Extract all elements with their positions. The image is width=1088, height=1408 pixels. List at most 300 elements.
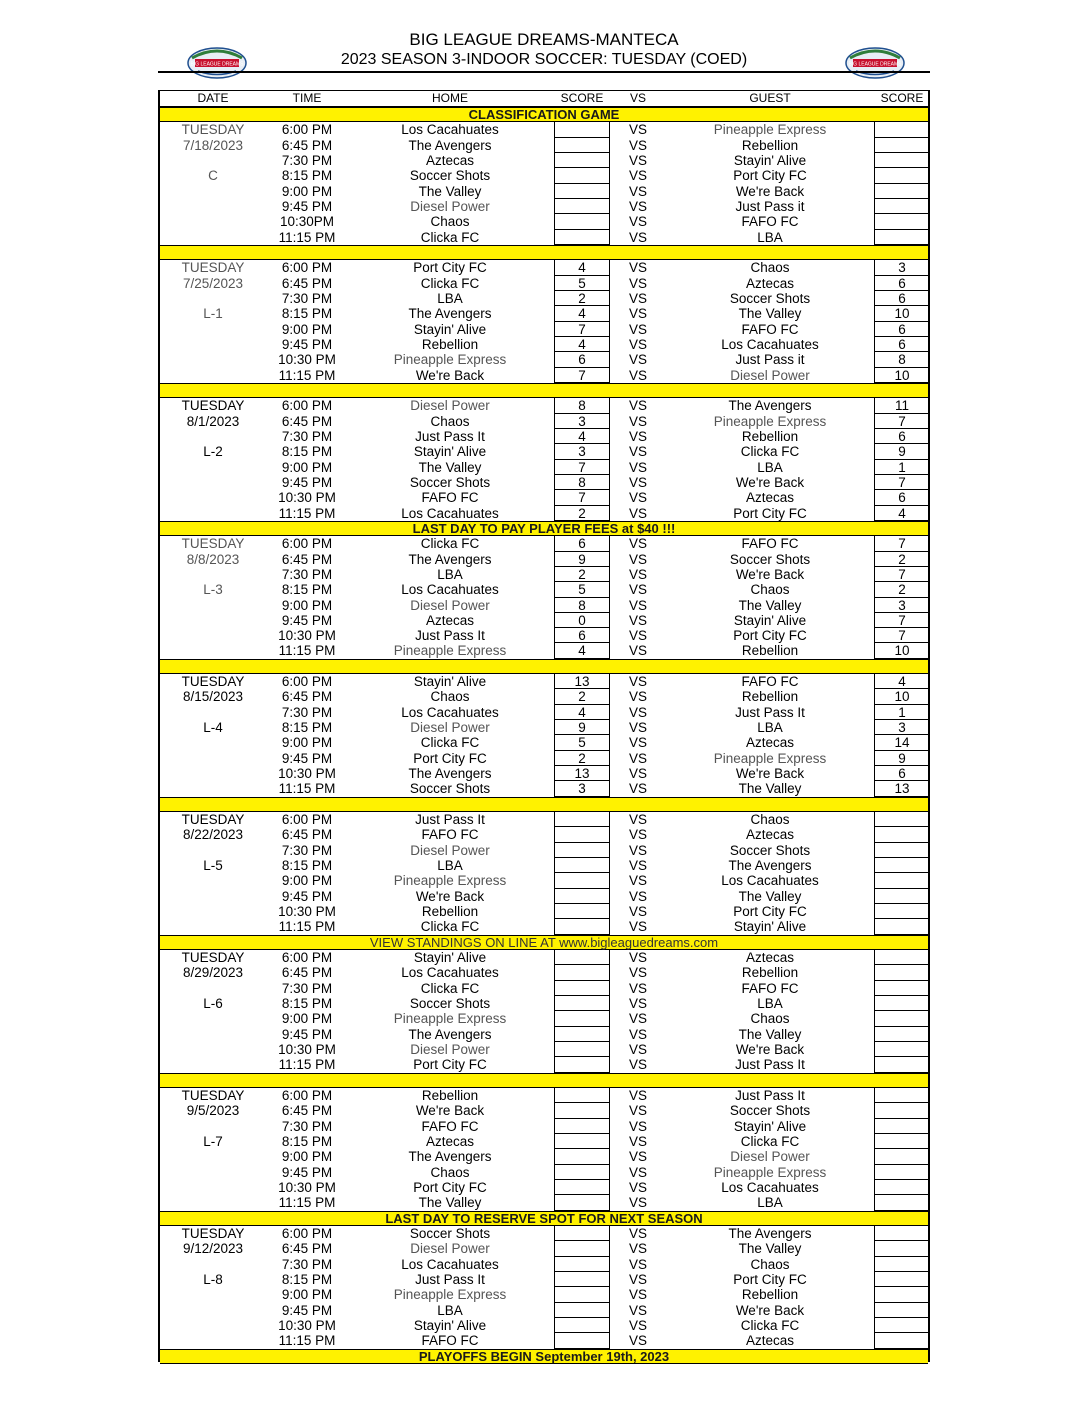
home-score-cell[interactable]: 2	[554, 751, 610, 766]
home-score-cell[interactable]: 3	[554, 414, 610, 429]
home-score-cell[interactable]	[554, 996, 610, 1011]
guest-score-cell[interactable]: 9	[874, 751, 930, 766]
home-score-cell[interactable]	[554, 1134, 610, 1149]
guest-score-cell[interactable]: 8	[874, 352, 930, 367]
guest-score-cell[interactable]	[874, 1272, 930, 1287]
guest-score-cell[interactable]	[874, 1303, 930, 1318]
home-score-cell[interactable]	[554, 138, 610, 153]
table-row	[160, 153, 928, 168]
home-score-cell[interactable]: 2	[554, 291, 610, 306]
home-score-cell[interactable]: 7	[554, 460, 610, 475]
home-score-cell[interactable]	[554, 827, 610, 842]
guest-score-cell[interactable]	[874, 981, 930, 996]
guest-score-cell[interactable]: 9	[874, 444, 930, 459]
time-cell: 9:00 PM	[281, 321, 333, 337]
guest-score-cell[interactable]: 6	[874, 429, 930, 444]
home-team-cell: Port City FC	[413, 260, 487, 276]
guest-team-cell: The Valley	[738, 1241, 802, 1257]
home-score-cell[interactable]: 2	[554, 506, 610, 521]
time-cell: 9:00 PM	[281, 735, 333, 751]
home-score-cell[interactable]: 4	[554, 337, 610, 352]
vs-cell: VS	[628, 260, 647, 276]
home-score-cell[interactable]	[554, 889, 610, 904]
guest-score-cell[interactable]	[874, 1180, 930, 1195]
vs-cell: VS	[628, 1164, 647, 1180]
guest-score-cell[interactable]	[874, 1088, 930, 1103]
vs-cell: VS	[628, 1241, 647, 1257]
guest-score-cell[interactable]: 6	[874, 766, 930, 781]
guest-team-cell: Soccer Shots	[729, 551, 811, 567]
guest-score-cell[interactable]	[874, 889, 930, 904]
guest-team-cell: Just Pass it	[735, 198, 805, 214]
table-row	[160, 368, 928, 383]
home-score-cell[interactable]: 5	[554, 735, 610, 750]
vs-cell: VS	[628, 750, 647, 766]
time-cell: 11:15 PM	[278, 781, 336, 797]
guest-score-cell[interactable]: 3	[874, 720, 930, 735]
date-cell: TUESDAY	[181, 812, 245, 828]
home-score-cell[interactable]: 4	[554, 429, 610, 444]
guest-score-cell[interactable]	[874, 1195, 930, 1210]
guest-score-cell[interactable]	[874, 199, 930, 214]
guest-team-cell: The Avengers	[728, 858, 812, 874]
home-team-cell: Diesel Power	[410, 842, 490, 858]
guest-score-cell[interactable]	[874, 1226, 930, 1241]
guest-score-cell[interactable]	[874, 827, 930, 842]
table-row	[160, 230, 928, 245]
date-cell: 8/15/2023	[182, 689, 244, 705]
home-score-cell[interactable]	[554, 1257, 610, 1272]
home-team-cell: Pineapple Express	[393, 352, 507, 368]
vs-cell: VS	[628, 398, 647, 414]
home-score-cell[interactable]: 6	[554, 628, 610, 643]
table-row	[160, 965, 928, 980]
home-score-cell[interactable]	[554, 230, 610, 245]
vs-cell: VS	[628, 566, 647, 582]
home-team-cell: Just Pass It	[415, 628, 485, 644]
home-team-cell: Clicka FC	[420, 980, 480, 996]
table-row	[160, 536, 928, 551]
guest-team-cell: Port City FC	[733, 505, 807, 521]
guest-score-cell[interactable]: 13	[874, 781, 930, 796]
table-row	[160, 781, 928, 796]
guest-score-cell[interactable]	[874, 1149, 930, 1164]
guest-score-cell[interactable]	[874, 843, 930, 858]
date-cell	[162, 705, 264, 720]
home-team-cell: FAFO FC	[421, 490, 479, 506]
guest-score-cell[interactable]: 1	[874, 460, 930, 475]
home-score-cell[interactable]	[554, 1057, 610, 1072]
guest-score-cell[interactable]: 3	[874, 260, 930, 275]
home-score-cell[interactable]: 7	[554, 322, 610, 337]
table-row	[160, 919, 928, 934]
time-cell: 9:45 PM	[281, 336, 333, 352]
home-score-cell[interactable]	[554, 873, 610, 888]
guest-team-cell: We're Back	[735, 1302, 805, 1318]
table-row	[160, 122, 928, 137]
guest-score-cell[interactable]	[874, 1257, 930, 1272]
guest-score-cell[interactable]: 7	[874, 414, 930, 429]
guest-team-cell: Just Pass It	[735, 1057, 805, 1073]
guest-score-cell[interactable]	[874, 1119, 930, 1134]
header-rule	[158, 71, 930, 73]
table-row	[160, 1272, 928, 1287]
table-row	[160, 873, 928, 888]
home-score-cell[interactable]: 3	[554, 444, 610, 459]
column-header-home: HOME	[432, 91, 468, 105]
time-cell: 6:45 PM	[281, 827, 333, 843]
big-league-dreams-logo	[186, 44, 248, 80]
page-subtitle: 2023 SEASON 3-INDOOR SOCCER: TUESDAY (COED)	[340, 51, 748, 68]
vs-cell: VS	[628, 183, 647, 199]
guest-score-cell[interactable]	[874, 996, 930, 1011]
date-cell: L-2	[203, 444, 223, 460]
guest-score-cell[interactable]	[874, 812, 930, 827]
guest-score-cell[interactable]: 7	[874, 628, 930, 643]
home-team-cell: Aztecas	[425, 152, 475, 168]
guest-score-cell[interactable]	[874, 1027, 930, 1042]
table-row	[160, 1149, 928, 1164]
home-score-cell[interactable]: 13	[554, 674, 610, 689]
vs-cell: VS	[628, 643, 647, 659]
section-banner: VIEW STANDINGS ON LINE AT www.bigleaguedreams.com	[160, 935, 928, 950]
home-score-cell[interactable]	[554, 1303, 610, 1318]
home-score-cell[interactable]: 13	[554, 766, 610, 781]
guest-score-cell[interactable]	[874, 138, 930, 153]
guest-score-cell[interactable]	[874, 122, 930, 137]
guest-team-cell: Clicka FC	[740, 1317, 800, 1333]
home-team-cell: Port City FC	[413, 1057, 487, 1073]
guest-team-cell: FAFO FC	[741, 536, 799, 552]
table-row	[160, 1195, 928, 1210]
date-cell: 7/18/2023	[182, 137, 244, 153]
home-score-cell[interactable]	[554, 153, 610, 168]
guest-score-cell[interactable]	[874, 1103, 930, 1118]
guest-score-cell[interactable]	[874, 230, 930, 245]
vs-cell: VS	[628, 950, 647, 966]
table-row	[160, 1303, 928, 1318]
home-score-cell[interactable]: 7	[554, 490, 610, 505]
guest-score-cell[interactable]	[874, 950, 930, 965]
home-score-cell[interactable]	[554, 919, 610, 934]
table-row	[160, 1257, 928, 1272]
home-score-cell[interactable]	[554, 950, 610, 965]
home-score-cell[interactable]	[554, 965, 610, 980]
table-row	[160, 1287, 928, 1302]
home-team-cell: The Avengers	[408, 551, 492, 567]
vs-cell: VS	[628, 1256, 647, 1272]
home-score-cell[interactable]: 6	[554, 536, 610, 551]
table-row	[160, 138, 928, 153]
home-score-cell[interactable]	[554, 981, 610, 996]
home-score-cell[interactable]: 0	[554, 613, 610, 628]
time-cell: 10:30 PM	[278, 904, 336, 920]
vs-cell: VS	[628, 1103, 647, 1119]
table-row	[160, 168, 928, 183]
date-cell: L-1	[203, 306, 223, 322]
time-cell: 10:30 PM	[278, 766, 336, 782]
vs-cell: VS	[628, 413, 647, 429]
guest-team-cell: Aztecas	[745, 275, 795, 291]
date-cell: TUESDAY	[181, 122, 245, 138]
guest-team-cell: Stayin' Alive	[733, 919, 807, 935]
table-header	[160, 91, 928, 107]
home-score-cell[interactable]: 3	[554, 781, 610, 796]
vs-cell: VS	[628, 612, 647, 628]
vs-cell: VS	[628, 137, 647, 153]
table-row	[160, 1333, 928, 1348]
table-row	[160, 337, 928, 352]
home-score-cell[interactable]	[554, 1165, 610, 1180]
guest-score-cell[interactable]: 2	[874, 552, 930, 567]
guest-score-cell[interactable]	[874, 965, 930, 980]
home-score-cell[interactable]: 6	[554, 352, 610, 367]
guest-score-cell[interactable]: 6	[874, 291, 930, 306]
home-score-cell[interactable]	[554, 1042, 610, 1057]
guest-score-cell[interactable]	[874, 1011, 930, 1026]
guest-score-cell[interactable]: 14	[874, 735, 930, 750]
guest-score-cell[interactable]	[874, 1165, 930, 1180]
time-cell: 6:00 PM	[281, 536, 333, 552]
guest-team-cell: Aztecas	[745, 490, 795, 506]
guest-team-cell: Soccer Shots	[729, 842, 811, 858]
home-score-cell[interactable]	[554, 168, 610, 183]
home-team-cell: Pineapple Express	[393, 643, 507, 659]
home-score-cell[interactable]	[554, 1226, 610, 1241]
guest-score-cell[interactable]	[874, 873, 930, 888]
home-team-cell: Clicka FC	[420, 919, 480, 935]
home-score-cell[interactable]	[554, 812, 610, 827]
home-score-cell[interactable]	[554, 1149, 610, 1164]
home-score-cell[interactable]: 7	[554, 368, 610, 383]
guest-score-cell[interactable]: 6	[874, 276, 930, 291]
home-team-cell: The Avengers	[408, 766, 492, 782]
vs-cell: VS	[628, 1118, 647, 1134]
home-score-cell[interactable]	[554, 1088, 610, 1103]
home-score-cell[interactable]	[554, 1180, 610, 1195]
home-score-cell[interactable]: 4	[554, 705, 610, 720]
guest-score-cell[interactable]	[874, 1241, 930, 1256]
table-row	[160, 322, 928, 337]
vs-cell: VS	[628, 597, 647, 613]
time-cell: 10:30 PM	[278, 1179, 336, 1195]
home-score-cell[interactable]: 5	[554, 582, 610, 597]
table-row	[160, 1103, 928, 1118]
column-header-guest-score: SCORE	[880, 91, 924, 105]
home-team-cell: Chaos	[430, 689, 470, 705]
guest-score-cell[interactable]	[874, 168, 930, 183]
guest-score-cell[interactable]	[874, 919, 930, 934]
guest-score-cell[interactable]	[874, 184, 930, 199]
guest-team-cell: Just Pass It	[735, 704, 805, 720]
guest-score-cell[interactable]: 10	[874, 689, 930, 704]
home-team-cell: Los Cacahuates	[401, 704, 499, 720]
home-score-cell[interactable]	[554, 904, 610, 919]
home-score-cell[interactable]: 8	[554, 475, 610, 490]
guest-team-cell: Clicka FC	[740, 1133, 800, 1149]
home-score-cell[interactable]: 2	[554, 689, 610, 704]
guest-team-cell: LBA	[757, 996, 783, 1012]
vs-cell: VS	[628, 689, 647, 705]
home-score-cell[interactable]: 8	[554, 398, 610, 413]
guest-score-cell[interactable]: 6	[874, 337, 930, 352]
table-row	[160, 1180, 928, 1195]
vs-cell: VS	[628, 1133, 647, 1149]
guest-score-cell[interactable]	[874, 153, 930, 168]
home-score-cell[interactable]	[554, 1287, 610, 1302]
guest-team-cell: Chaos	[750, 260, 790, 276]
home-score-cell[interactable]: 2	[554, 567, 610, 582]
vs-cell: VS	[628, 1195, 647, 1211]
guest-score-cell[interactable]: 10	[874, 368, 930, 383]
date-cell: C	[208, 168, 218, 184]
home-score-cell[interactable]: 4	[554, 260, 610, 275]
home-score-cell[interactable]	[554, 214, 610, 229]
table-row	[160, 996, 928, 1011]
home-score-cell[interactable]	[554, 122, 610, 137]
home-team-cell: Diesel Power	[410, 1042, 490, 1058]
home-score-cell[interactable]	[554, 1119, 610, 1134]
table-row	[160, 1119, 928, 1134]
time-cell: 6:45 PM	[281, 1241, 333, 1257]
guest-score-cell[interactable]: 2	[874, 582, 930, 597]
vs-cell: VS	[628, 1011, 647, 1027]
guest-team-cell: The Valley	[738, 597, 802, 613]
home-team-cell: Diesel Power	[410, 720, 490, 736]
guest-score-cell[interactable]	[874, 214, 930, 229]
vs-cell: VS	[628, 888, 647, 904]
home-team-cell: The Valley	[418, 459, 482, 475]
guest-score-cell[interactable]	[874, 1057, 930, 1072]
date-cell	[162, 843, 264, 858]
home-team-cell: FAFO FC	[421, 827, 479, 843]
home-score-cell[interactable]	[554, 1272, 610, 1287]
home-team-cell: We're Back	[415, 367, 485, 383]
guest-score-cell[interactable]: 1	[874, 705, 930, 720]
home-score-cell[interactable]: 4	[554, 643, 610, 658]
section-banner	[160, 659, 928, 674]
column-header-time: TIME	[292, 91, 322, 105]
home-team-cell: LBA	[437, 290, 463, 306]
guest-score-cell[interactable]: 7	[874, 613, 930, 628]
home-score-cell[interactable]	[554, 843, 610, 858]
home-team-cell: Just Pass It	[415, 428, 485, 444]
time-cell: 8:15 PM	[281, 582, 333, 598]
section-banner	[160, 383, 928, 398]
table-row	[160, 582, 928, 597]
home-team-cell: Diesel Power	[410, 198, 490, 214]
vs-cell: VS	[628, 873, 647, 889]
guest-score-cell[interactable]: 3	[874, 598, 930, 613]
guest-team-cell: Aztecas	[745, 735, 795, 751]
guest-score-cell[interactable]: 6	[874, 322, 930, 337]
home-team-cell: Pineapple Express	[393, 1011, 507, 1027]
vs-cell: VS	[628, 1287, 647, 1303]
guest-team-cell: LBA	[757, 1195, 783, 1211]
home-team-cell: Diesel Power	[410, 1241, 490, 1257]
time-cell: 8:15 PM	[281, 858, 333, 874]
home-score-cell[interactable]	[554, 1318, 610, 1333]
guest-score-cell[interactable]: 7	[874, 567, 930, 582]
home-score-cell[interactable]: 8	[554, 598, 610, 613]
guest-score-cell[interactable]	[874, 1333, 930, 1348]
table-row	[160, 843, 928, 858]
guest-team-cell: Stayin' Alive	[733, 1118, 807, 1134]
vs-cell: VS	[628, 919, 647, 935]
guest-score-cell[interactable]: 6	[874, 490, 930, 505]
home-team-cell: FAFO FC	[421, 1333, 479, 1349]
home-score-cell[interactable]	[554, 1027, 610, 1042]
guest-score-cell[interactable]	[874, 1042, 930, 1057]
time-cell: 11:15 PM	[278, 367, 336, 383]
home-score-cell[interactable]	[554, 1241, 610, 1256]
vs-cell: VS	[628, 336, 647, 352]
guest-score-cell[interactable]: 7	[874, 536, 930, 551]
guest-team-cell: LBA	[757, 459, 783, 475]
home-score-cell[interactable]: 9	[554, 552, 610, 567]
time-cell: 6:00 PM	[281, 1088, 333, 1103]
home-team-cell: Stayin' Alive	[413, 321, 487, 337]
home-team-cell: The Avengers	[408, 1149, 492, 1165]
date-cell: 8/1/2023	[186, 413, 240, 429]
home-score-cell[interactable]: 5	[554, 276, 610, 291]
home-score-cell[interactable]	[554, 199, 610, 214]
home-score-cell[interactable]	[554, 858, 610, 873]
home-score-cell[interactable]	[554, 1195, 610, 1210]
vs-cell: VS	[628, 842, 647, 858]
table-row	[160, 674, 928, 689]
time-cell: 11:15 PM	[278, 1333, 336, 1349]
guest-score-cell[interactable]: 7	[874, 475, 930, 490]
guest-score-cell[interactable]	[874, 904, 930, 919]
vs-cell: VS	[628, 198, 647, 214]
home-score-cell[interactable]	[554, 1011, 610, 1026]
home-score-cell[interactable]: 4	[554, 306, 610, 321]
time-cell: 6:00 PM	[281, 398, 333, 414]
guest-score-cell[interactable]: 4	[874, 674, 930, 689]
guest-score-cell[interactable]: 4	[874, 506, 930, 521]
date-cell	[162, 1257, 264, 1272]
guest-score-cell[interactable]	[874, 1134, 930, 1149]
guest-score-cell[interactable]: 10	[874, 643, 930, 658]
guest-score-cell[interactable]: 10	[874, 306, 930, 321]
guest-team-cell: FAFO FC	[741, 674, 799, 690]
table-row	[160, 475, 928, 490]
home-score-cell[interactable]	[554, 1333, 610, 1348]
guest-score-cell[interactable]	[874, 1287, 930, 1302]
guest-score-cell[interactable]	[874, 1318, 930, 1333]
big-league-dreams-logo	[844, 44, 906, 80]
home-score-cell[interactable]	[554, 184, 610, 199]
home-team-cell: Clicka FC	[420, 536, 480, 552]
home-score-cell[interactable]	[554, 1103, 610, 1118]
guest-score-cell[interactable]: 11	[874, 398, 930, 413]
time-cell: 6:00 PM	[281, 122, 333, 138]
table-row	[160, 735, 928, 750]
time-cell: 9:45 PM	[281, 750, 333, 766]
home-team-cell: The Avengers	[408, 137, 492, 153]
guest-team-cell: Soccer Shots	[729, 290, 811, 306]
home-score-cell[interactable]: 9	[554, 720, 610, 735]
guest-team-cell: We're Back	[735, 766, 805, 782]
home-team-cell: Los Cacahuates	[401, 965, 499, 981]
guest-team-cell: LBA	[757, 229, 783, 245]
table-row	[160, 643, 928, 658]
home-team-cell: Just Pass It	[415, 812, 485, 828]
guest-team-cell: The Valley	[738, 781, 802, 797]
guest-score-cell[interactable]	[874, 858, 930, 873]
table-row	[160, 276, 928, 291]
